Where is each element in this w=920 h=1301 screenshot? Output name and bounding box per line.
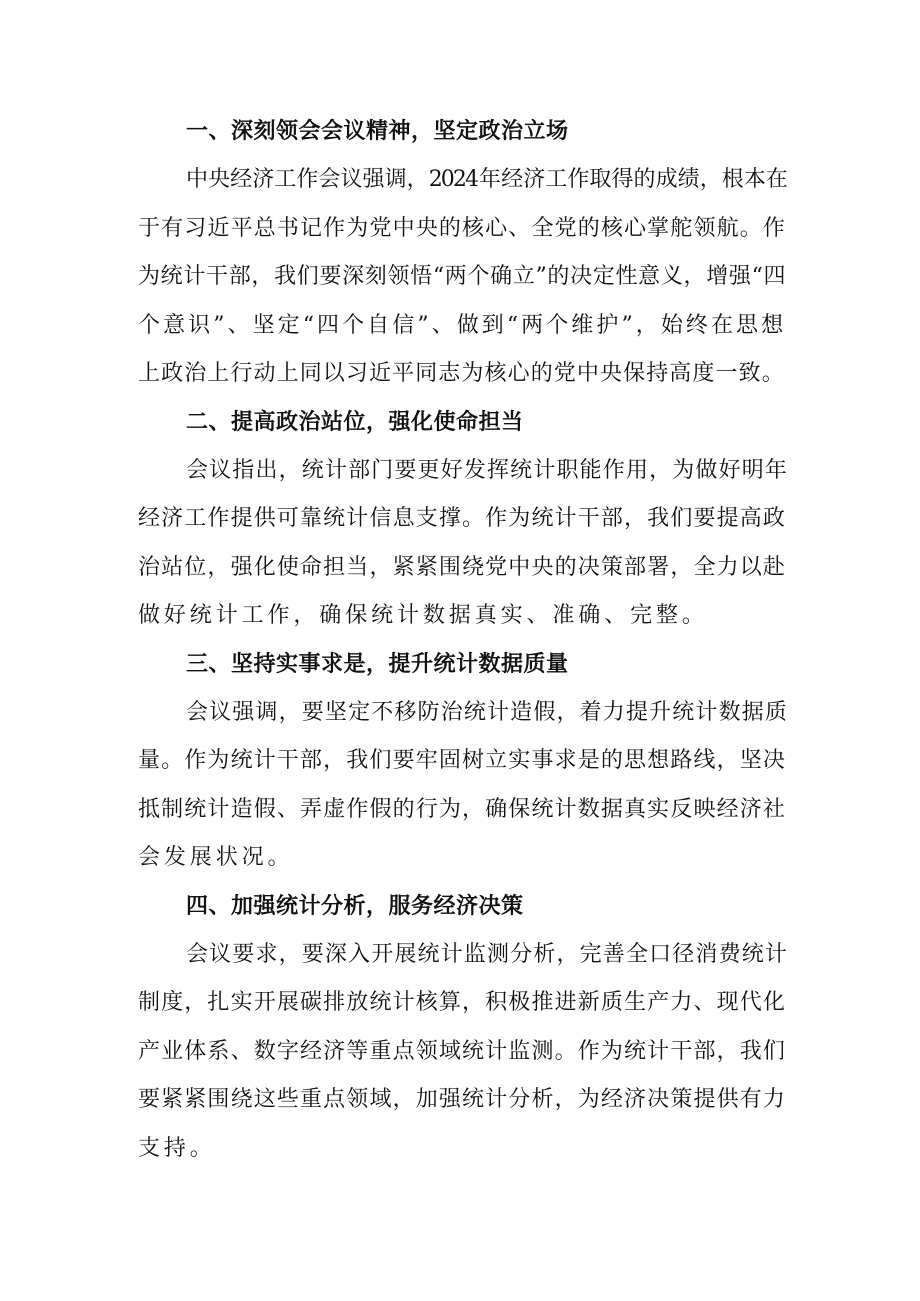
text-line: 产业体系、数字经济等重点领域统计监测。作为统计干部，我们 bbox=[138, 1038, 786, 1064]
text-line: 为统计干部，我们要深刻领悟“两个确立”的决定性意义，增强“四 bbox=[138, 264, 786, 289]
section-heading-1: 一、深刻领会会议精神，坚定政治立场 bbox=[186, 119, 569, 144]
text-line: 支持。 bbox=[138, 1135, 216, 1161]
text-line: 会发展状况。 bbox=[138, 845, 294, 870]
text-line: 经济工作提供可靠统计信息支撑。作为统计干部，我们要提高政 bbox=[138, 506, 786, 531]
text-line: 量。作为统计干部，我们要牢固树立实事求是的思想路线，坚决 bbox=[138, 748, 786, 773]
text-line: 于有习近平总书记作为党中央的核心、全党的核心掌舵领航。作 bbox=[138, 215, 786, 241]
section-body-1 bbox=[138, 156, 786, 399]
text-line: 会议强调，要坚定不移防治统计造假，着力提升统计数据质 bbox=[186, 699, 786, 725]
section-body-2 bbox=[138, 447, 786, 641]
text-line: 做好统计工作，确保统计数据真实、准确、完整。 bbox=[138, 603, 708, 628]
text-line: 会议指出，统计部门要更好发挥统计职能作用，为做好明年 bbox=[186, 457, 786, 483]
document-page bbox=[138, 108, 786, 1173]
text-line: 会议要求，要深入开展统计监测分析，完善全口径消费统计 bbox=[186, 941, 786, 967]
section-heading-3: 三、坚持实事求是，提升统计数据质量 bbox=[186, 651, 569, 677]
section-body-4 bbox=[138, 931, 786, 1174]
section-heading-4: 四、加强统计分析，服务经济决策 bbox=[186, 893, 524, 919]
text-line: 治站位，强化使命担当，紧紧围绕党中央的决策部署，全力以赴 bbox=[138, 554, 786, 580]
section-body-3 bbox=[138, 689, 786, 883]
text-line: 抵制统计造假、弄虚作假的行为，确保统计数据真实反映经济社 bbox=[138, 796, 786, 822]
text-line: 个意识”、坚定“四个自信”、做到“两个维护”，始终在思想 bbox=[138, 312, 786, 338]
text-line: 上政治上行动上同以习近平同志为核心的党中央保持高度一致。 bbox=[138, 361, 785, 386]
section-heading-2: 二、提高政治站位，强化使命担当 bbox=[186, 409, 524, 435]
text-line: 制度，扎实开展碳排放统计核算，积极推进新质生产力、现代化 bbox=[138, 990, 786, 1015]
text-line: 要紧紧围绕这些重点领域，加强统计分析，为经济决策提供有力 bbox=[138, 1087, 786, 1112]
text-line: 中央经济工作会议强调，2024年经济工作取得的成绩，根本在 bbox=[186, 167, 786, 192]
